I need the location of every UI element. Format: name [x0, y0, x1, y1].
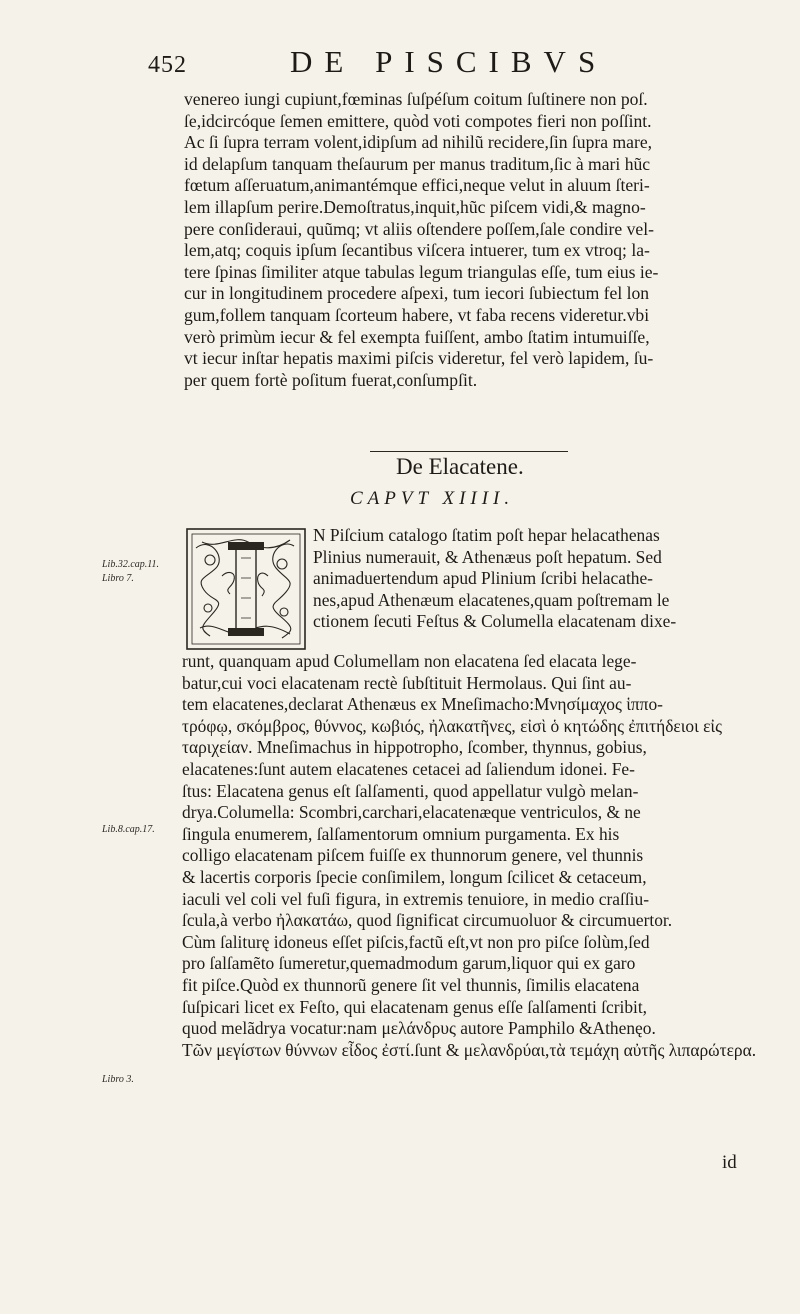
- margin-note-line: Lib.32.cap.11.: [102, 559, 160, 570]
- text-line: ſuſpicari licet ex Feſto, qui elacatenam genus eſſe ſalſamenti ſcribit,: [182, 996, 648, 1017]
- margin-note-line: Libro 7.: [102, 573, 134, 584]
- text-line: ctionem ſecuti Feſtus & Columella elacatenam dixe-: [313, 611, 677, 632]
- text-line: lem illapſum perire.Demoſtratus,inquit,hũc piſcem vidi,& magno-: [184, 196, 646, 217]
- text-line: pere conſideraui, quũmq; vt aliis oſtendere poſſem,ſale condire vel-: [184, 218, 654, 239]
- ornamental-initial-icon: [186, 528, 306, 650]
- text-line: elacatenes:ſunt autem elacatenes cetacei ad ſaliendum idonei. Fe-: [182, 758, 635, 779]
- text-line: ſingula enumerem, ſalſamentorum omnium purgamenta. Ex his: [182, 823, 620, 844]
- chapter-label: CAPVT XIIII.: [350, 488, 515, 509]
- text-line: runt, quanquam apud Columellam non elacatena ſed elacata lege-: [182, 651, 637, 671]
- margin-note: [102, 558, 159, 586]
- text-line: vt iecur inſtar hepatis maximi piſcis videretur, fel verò lapidem, ſu-: [184, 348, 654, 369]
- text-line: pro ſalſamẽto ſumeretur,quemadmodum garum,liquor qui ex garo: [182, 953, 636, 974]
- text-line: drya.Columella: Scombri,carchari,elacatenæque ventriculos, & ne: [182, 802, 641, 823]
- text-line: quod melãdrya vocatur:nam μελάνδρυς autore Pamphilo &Athenęo.: [182, 1018, 656, 1039]
- catchword: id: [722, 1152, 737, 1173]
- text-line: batur,cui voci elacatenam rectè ſubſtituit Hermolaus. Qui ſint au-: [182, 672, 632, 693]
- text-line: & lacertis corporis ſpecie conſimilem, longum ſcilicet & cetaceum,: [182, 866, 647, 887]
- section-rule: [370, 451, 568, 452]
- margin-note: Lib.8.cap.17.: [102, 824, 155, 835]
- text-line: fit piſce.Quòd ex thunnorũ genere ſit vel thunnis, ſimilis elacatena: [182, 974, 640, 995]
- text-line: ſtus: Elacatena genus eſt ſalſamenti, quod appellatur vulgò melan-: [182, 780, 639, 801]
- text-line: ſcula,à verbo ἠλακατάω, quod ſignificat circumuoluor & circumuertor.: [182, 910, 673, 931]
- text-line: colligo elacatenam piſcem fuiſſe ex thunnorum genere, vel thunnis: [182, 845, 644, 866]
- text-line: nes,apud Athenæum elacatenes,quam poſtremam le: [313, 589, 670, 610]
- text-line: N Piſcium catalogo ſtatim poſt hepar helacathenas: [313, 525, 660, 545]
- text-line: Plinius numerauit, & Athenæus poſt hepatum. Sed: [313, 546, 662, 567]
- margin-note: Libro 3.: [102, 1074, 134, 1085]
- text-line: iaculi vel coli vel fuſi figura, in extremis tenuiore, in medio craſſiu-: [182, 888, 649, 909]
- text-line: gum,follem tanquam ſcorteum habere, vt faba recens videretur.vbi: [184, 304, 650, 325]
- text-line: tem elacatenes,declarat Athenæus ex Mneſimacho:Μνησίμαχος ἱππο-: [182, 694, 663, 715]
- text-block-2-upper: [313, 525, 676, 633]
- text-line: venereo iungi cupiunt,fœminas ſuſpéſum coitum ſuſtinere non poſ.: [184, 89, 648, 109]
- text-line: animaduertendum apud Plinium ſcribi helacathe-: [313, 568, 653, 589]
- text-line: lem,atq; coquis ipſum ſecantibus viſcera intuerer, tum ex vtroq; la-: [184, 240, 650, 261]
- text-block-2-lower: [182, 651, 756, 1061]
- text-block-1: [184, 89, 658, 391]
- text-line: id delapſum tanquam theſaurum per manus traditum,ſic à mari hũc: [184, 153, 651, 174]
- text-line: Ac ſi ſupra terram volent,idipſum ad nihilũ recidere,ſin ſupra mare,: [184, 132, 653, 153]
- text-line: ταριχείαν. Mneſimachus in hippotropho, ſcomber, thynnus, gobius,: [182, 737, 647, 758]
- text-line: Τῶν μεγίστων θύννων εἶδος ἐστί.ſunt & μελανδρύαι,τὰ τεμάχη αὐτῆς λιπαρώτερα.: [182, 1039, 757, 1060]
- running-title: DE PISCIBVS: [290, 44, 608, 79]
- section-heading: De Elacatene.: [396, 454, 524, 479]
- page-number: 452: [148, 52, 187, 78]
- text-line: fœtum aſſeruatum,animantémque effici,neque velut in aluum ſteri-: [184, 175, 650, 196]
- text-line: Cùm ſaliturę idoneus eſſet piſcis,factũ eſt,vt non pro piſce ſolùm,ſed: [182, 931, 650, 952]
- text-line: per quem fortè poſitum fuerat,conſumpſit.: [184, 369, 478, 390]
- text-line: verò primùm iecur & fel exempta fuiſſent, ambo ſtatim intumuiſſe,: [184, 326, 650, 347]
- text-line: cur in longitudinem procedere aſpexi, tum iecori ſubiectum fel lon: [184, 283, 650, 304]
- text-line: ſe,idcircóque ſemen emittere, quòd voti compotes fieri non poſſint.: [184, 110, 652, 131]
- text-line: tere ſpinas ſimiliter atque tabulas legum triangulas eſſe, tum eius ie-: [184, 261, 659, 282]
- text-line: τρόφῳ, σκόμβρος, θύννος, κωβιός, ἠλακατῆνες, εἰσὶ ὁ κητώδης ἐπιτήδειοι εἰς: [182, 715, 722, 736]
